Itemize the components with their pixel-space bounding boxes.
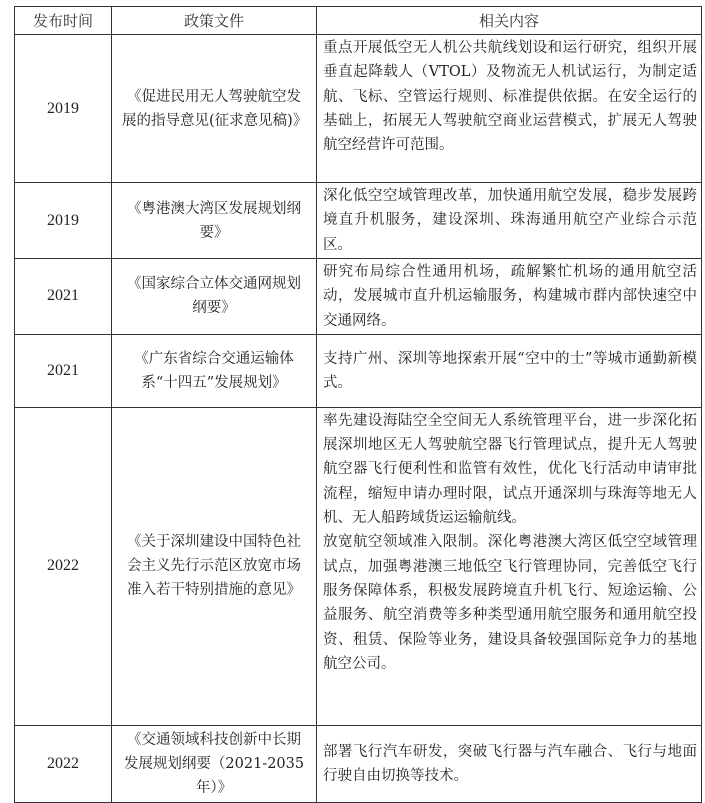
header-row	[15, 7, 702, 35]
table-row	[15, 407, 702, 725]
content-paragraph: 支持广州、深圳等地探索开展“空中的士”等城市通勤新模式。	[323, 350, 697, 391]
table-row	[15, 183, 702, 259]
content-paragraph: 率先建设海陆空全空间无人系统管理平台，进一步深化拓展深圳地区无人驾驶航空器飞行管理试点，提升无人驾驶航空器飞行便利性和监管有效性，优化飞行活动申请审批流程，缩短申请办理时限，试点开通深圳与珠海等地无人机、无人船跨域货运运输航线。	[323, 412, 697, 527]
header-policy: 政策文件	[112, 7, 317, 35]
policy-cell: 《广东省综合交通运输体系“十四五”发展规划》	[112, 334, 317, 407]
year-cell: 2019	[15, 183, 112, 259]
policy-cell: 《国家综合立体交通网规划纲要》	[112, 259, 317, 335]
content-cell	[317, 35, 702, 183]
year-cell: 2019	[15, 35, 112, 183]
content-cell	[317, 725, 702, 802]
table-row	[15, 259, 702, 335]
content-cell	[317, 407, 702, 725]
policy-table	[14, 6, 702, 803]
content-cell	[317, 259, 702, 335]
policy-cell: 《粤港澳大湾区发展规划纲要》	[112, 183, 317, 259]
content-cell	[317, 334, 702, 407]
content-paragraph: 深化低空空域管理改革，加快通用航空发展，稳步发展跨境直升机服务，建设深圳、珠海通用航空产业综合示范区。	[323, 188, 697, 253]
content-cell	[317, 183, 702, 259]
policy-cell: 《促进民用无人驾驶航空发展的指导意见(征求意见稿)》	[112, 35, 317, 183]
year-cell: 2022	[15, 725, 112, 802]
year-cell: 2021	[15, 334, 112, 407]
year-cell: 2022	[15, 407, 112, 725]
header-time: 发布时间	[15, 7, 112, 35]
table-row	[15, 725, 702, 802]
header-content: 相关内容	[317, 7, 702, 35]
table-row	[15, 35, 702, 183]
table-row	[15, 334, 702, 407]
content-paragraph: 放宽航空领域准入限制。深化粤港澳大湾区低空空域管理试点，加强粤港澳三地低空飞行管理协同，完善低空飞行服务保障体系，积极发展跨境直升机飞行、短途运输、公益服务、航空消费等多种类型通用航空服务和通用航空投资、租赁、保险等业务，建设具备较强国际竞争力的基地航空公司。	[323, 534, 697, 672]
content-paragraph: 重点开展低空无人机公共航线划设和运行研究，组织开展垂直起降载人（VTOL）及物流无人机试运行，为制定适航、飞标、空管运行规则、标准提供依据。在安全运行的基础上，拓展无人驾驶航空商业运营模式，扩展无人驾驶航空经营许可范围。	[323, 40, 697, 154]
policy-cell: 《交通领域科技创新中长期发展规划纲要（2021-2035 年）》	[112, 725, 317, 802]
content-paragraph: 部署飞行汽车研发，突破飞行器与汽车融合、飞行与地面行驶自由切换等技术。	[323, 743, 697, 784]
year-cell: 2021	[15, 259, 112, 335]
content-paragraph: 研究布局综合性通用机场，疏解繁忙机场的通用航空活动，发展城市直升机运输服务，构建城市群内部快速空中交通网络。	[323, 264, 697, 329]
policy-cell: 《关于深圳建设中国特色社会主义先行示范区放宽市场准入若干特别措施的意见》	[112, 407, 317, 725]
